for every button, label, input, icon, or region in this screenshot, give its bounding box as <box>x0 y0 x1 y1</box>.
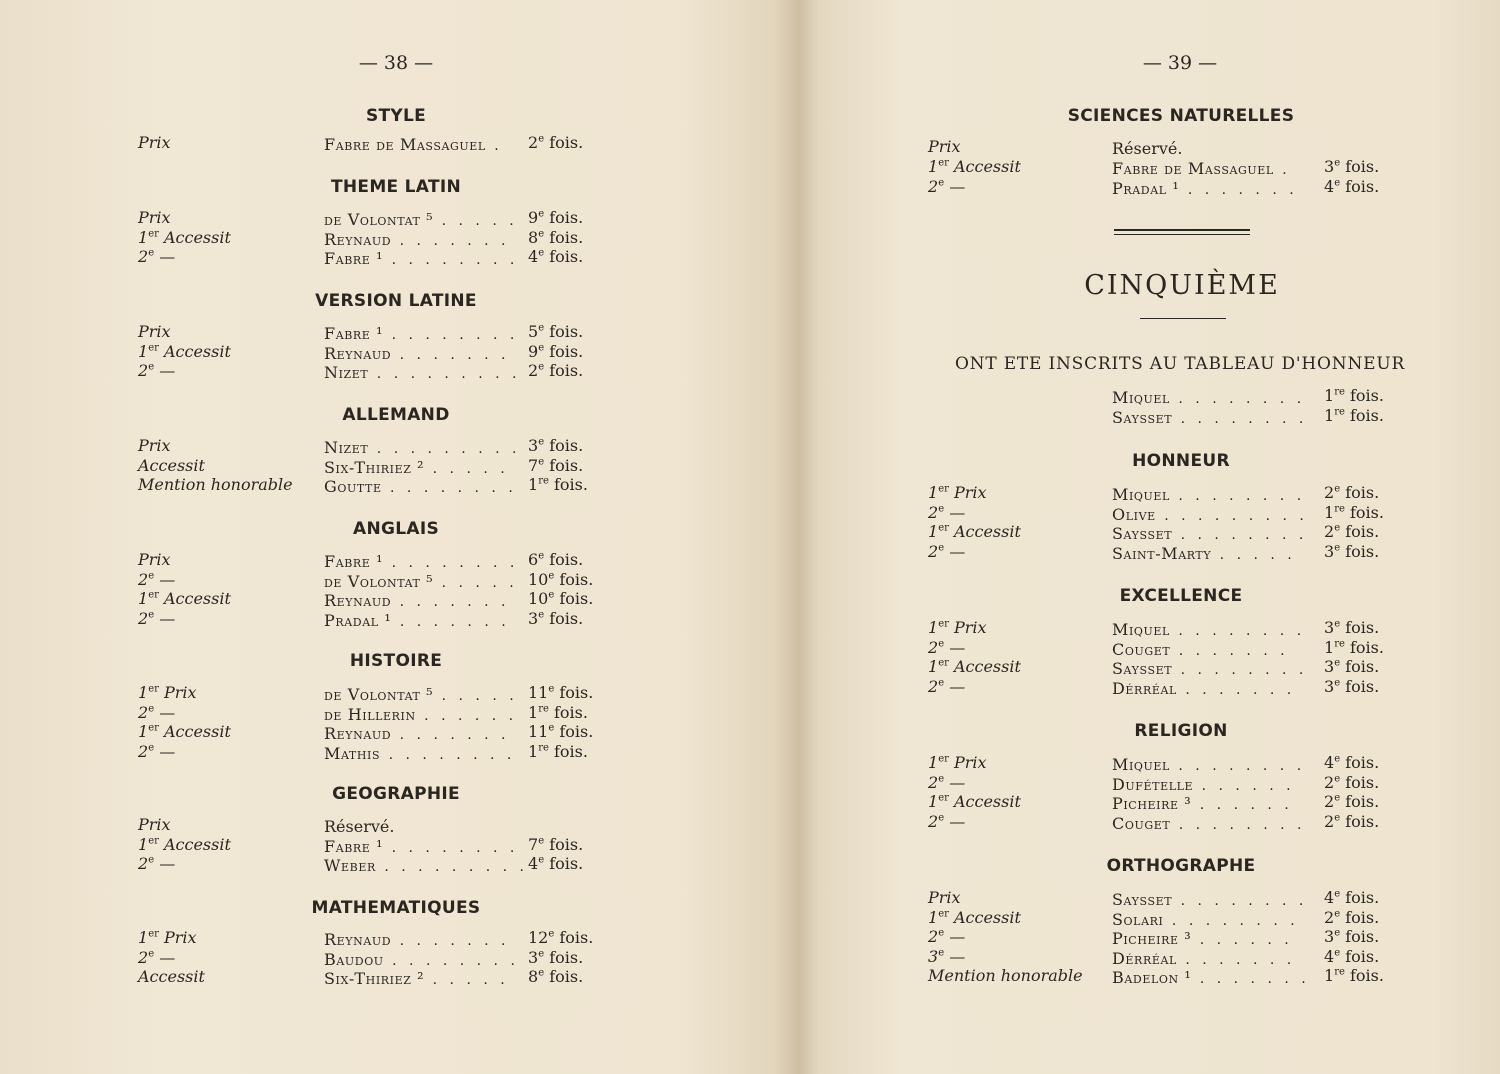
student-name-text: Six-Thiriez ² <box>324 969 425 989</box>
student-name <box>324 950 519 969</box>
award-rank: 1er Prix <box>138 683 197 702</box>
times-count: 9e fois. <box>528 341 584 361</box>
student-name-text: Reynaud <box>324 229 392 249</box>
leader-dots: . . . . . . . <box>1179 182 1298 198</box>
student-name <box>1112 524 1307 543</box>
student-name <box>1112 159 1291 178</box>
student-name <box>1112 775 1295 794</box>
leader-dots: . . . . . <box>433 213 518 229</box>
times-count: 2e fois. <box>1324 907 1380 927</box>
page-number: — 39 — <box>1142 52 1218 74</box>
times-count: 4e fois. <box>528 854 584 874</box>
leader-dots: . . . . . . . . <box>1172 411 1308 427</box>
student-name-text: Miquel <box>1112 388 1170 407</box>
leader-dots: . <box>485 138 503 154</box>
award-rank: Prix <box>928 137 961 156</box>
student-name-text: Picheire ³ <box>1112 929 1192 949</box>
double-rule-top <box>1114 229 1250 231</box>
student-name <box>324 969 509 988</box>
times-count: 1re fois. <box>1324 502 1384 522</box>
student-name <box>1112 794 1293 813</box>
student-name-text: Olive <box>1112 504 1156 524</box>
award-rank: 1er Accessit <box>928 657 1021 677</box>
leader-dots: . . . . . . <box>1191 932 1293 949</box>
student-name <box>324 477 517 496</box>
times-count: 2e fois. <box>1324 522 1380 542</box>
times-count: 2e fois. <box>1324 483 1380 502</box>
leader-dots: . . . . . . . <box>391 232 510 249</box>
student-name <box>324 724 510 743</box>
leader-dots: . . . . . . . . <box>1169 391 1306 407</box>
leader-dots: . . . . . . . . <box>1172 662 1308 679</box>
student-name-text: Réservé. <box>324 817 395 836</box>
times-count: 7e fois. <box>528 834 584 854</box>
times-count: 3e fois. <box>1324 657 1380 677</box>
times-count: 8e fois. <box>528 227 584 247</box>
student-name <box>1112 679 1295 698</box>
student-name-text: Fabre de Massaguel <box>324 135 486 154</box>
tableau-heading: ONT ETE INSCRITS AU TABLEAU D'HONNEUR <box>954 354 1406 374</box>
student-name-text: Picheire ³ <box>1112 794 1192 814</box>
leader-dots: . . . . . . . . <box>383 839 519 856</box>
award-rank: 2e — <box>928 541 966 561</box>
times-count: 1re fois. <box>1324 386 1384 405</box>
award-rank: 2e — <box>928 676 966 696</box>
leader-dots: . . . . . . . . <box>1172 527 1308 544</box>
student-name-text: Dérréal <box>1112 678 1177 698</box>
subject-heading: ALLEMAND <box>342 405 450 425</box>
leader-dots: . . . . . . . <box>1176 681 1296 698</box>
student-name <box>324 705 517 724</box>
award-rank: 2e — <box>138 702 176 722</box>
award-rank: 2e — <box>138 608 176 628</box>
times-count: 1re fois. <box>1324 966 1384 986</box>
award-rank: 1er Prix <box>928 618 987 637</box>
subject-heading: ORTHOGRAPHE <box>1106 856 1256 876</box>
student-name-text: de Volontat ⁵ <box>324 571 434 591</box>
leader-dots: . . . . . <box>1211 546 1296 563</box>
student-name-text: Dufételle <box>1112 774 1194 794</box>
student-name-text: Miquel <box>1112 485 1170 504</box>
subject-heading: MATHEMATIQUES <box>311 898 481 918</box>
times-count: 2e fois. <box>528 361 584 381</box>
times-count: 4e fois. <box>528 247 584 267</box>
award-rank: 2e — <box>928 637 966 657</box>
leader-dots: . . . . . . <box>415 707 518 724</box>
double-rule-bottom <box>1114 234 1250 235</box>
student-name-text: de Hillerin <box>324 704 416 724</box>
student-name <box>1112 485 1305 504</box>
times-count: 1re fois. <box>1324 637 1384 657</box>
subject-heading: HONNEUR <box>1132 451 1230 471</box>
times-count: 3e fois. <box>1324 618 1380 637</box>
student-name <box>324 856 528 875</box>
times-count: 4e fois. <box>1324 946 1380 966</box>
student-name-text: Six-Thiriez ² <box>324 457 425 477</box>
times-count: 12e fois. <box>528 928 594 947</box>
student-name <box>324 817 394 836</box>
award-rank: 2e — <box>138 569 176 589</box>
leader-dots: . . . . . . . . <box>381 480 517 497</box>
student-name-text: Fabre de Massaguel <box>1112 159 1274 178</box>
leader-dots: . . . . . . . . <box>380 746 516 763</box>
page-number: — 38 — <box>358 52 434 74</box>
student-name <box>1112 505 1308 524</box>
award-rank: 1er Prix <box>138 928 197 947</box>
leader-dots: . . . . . . . <box>391 933 510 949</box>
award-rank: 2e — <box>138 247 176 267</box>
award-rank: 1er Accessit <box>928 522 1021 542</box>
student-name-text: Goutte <box>324 477 382 497</box>
award-rank: 1er Accessit <box>928 792 1021 812</box>
times-count: 1re fois. <box>1324 406 1384 425</box>
student-name <box>324 611 510 630</box>
student-name-text: Saysset <box>1112 524 1173 544</box>
award-rank: 1er Prix <box>928 753 987 772</box>
times-count: 1re fois. <box>528 702 588 722</box>
award-rank: Prix <box>138 436 171 455</box>
student-name-text: Mathis <box>324 743 381 763</box>
times-count: 2e fois. <box>1324 792 1380 812</box>
award-rank: 1er Accessit <box>138 589 231 609</box>
student-name-text: Reynaud <box>324 724 392 744</box>
student-name-text: Fabre ¹ <box>324 249 384 269</box>
leader-dots: . . . . . . . . <box>1169 623 1306 639</box>
leader-dots: . . . . . . . . <box>1163 912 1299 929</box>
student-name <box>324 552 518 571</box>
student-name <box>1112 620 1305 639</box>
student-name <box>324 572 518 591</box>
student-name <box>1112 814 1306 833</box>
student-name <box>324 135 503 154</box>
student-name <box>1112 659 1307 678</box>
award-rank: 1er Accessit <box>928 907 1021 927</box>
times-count: 4e fois. <box>1324 177 1380 196</box>
subject-heading: GEOGRAPHIE <box>332 784 460 804</box>
award-rank: Prix <box>138 815 171 834</box>
award-rank: 1er Accessit <box>138 227 231 247</box>
award-rank: 2e — <box>928 502 966 522</box>
award-rank: 2e — <box>928 811 966 831</box>
times-count: 5e fois. <box>528 322 584 341</box>
award-rank: 2e — <box>138 741 176 761</box>
leader-dots: . . . . . . . <box>391 346 510 363</box>
award-rank: 2e — <box>928 177 966 196</box>
student-name <box>324 363 520 382</box>
times-count: 9e fois. <box>528 208 584 227</box>
title-underline <box>1140 318 1226 319</box>
leader-dots: . . . . . . . <box>391 594 510 611</box>
leader-dots: . . . . . <box>433 574 518 591</box>
award-rank: 1er Prix <box>928 483 987 502</box>
student-name <box>1112 890 1307 909</box>
award-rank: Prix <box>138 133 171 152</box>
times-count: 6e fois. <box>528 550 584 569</box>
student-name <box>324 438 520 457</box>
subject-heading: STYLE <box>365 106 427 126</box>
student-name-text: Miquel <box>1112 755 1170 774</box>
award-rank: Prix <box>138 208 171 227</box>
subject-heading: THEME LATIN <box>330 177 462 197</box>
student-name <box>1112 640 1289 659</box>
student-name-text: Pradal ¹ <box>1112 179 1180 198</box>
student-name <box>1112 929 1293 948</box>
student-name <box>324 344 510 363</box>
leader-dots: . . . . . <box>424 972 509 989</box>
times-count: 1re fois. <box>528 741 588 761</box>
times-count: 3e fois. <box>528 608 584 628</box>
leader-dots: . . . . . . . <box>1170 642 1289 659</box>
subject-heading: HISTOIRE <box>349 651 443 671</box>
leader-dots: . . . . . . <box>1193 777 1295 794</box>
leader-dots: . . . . . . . . <box>383 327 519 343</box>
student-name <box>1112 968 1310 987</box>
student-name-text: Reynaud <box>324 343 392 363</box>
subject-heading: EXCELLENCE <box>1119 586 1243 606</box>
subject-heading: RELIGION <box>1134 721 1228 741</box>
student-name <box>1112 179 1298 198</box>
times-count: 1re fois. <box>528 475 588 495</box>
leader-dots: . . . . . . <box>1191 797 1293 814</box>
student-name <box>324 458 509 477</box>
student-name-text: Reynaud <box>324 591 392 611</box>
award-rank: 1er Accessit <box>138 834 231 854</box>
award-rank: 2e — <box>138 947 176 967</box>
award-rank: Prix <box>928 888 961 907</box>
award-rank: 3e — <box>928 946 966 966</box>
student-name-text: Nizet <box>324 438 369 457</box>
student-name <box>324 744 515 763</box>
leader-dots: . . . . . . . . . <box>375 859 528 876</box>
leader-dots: . . . . . . . . <box>383 952 519 969</box>
student-name <box>1112 755 1305 774</box>
student-name <box>1112 544 1296 563</box>
student-name-text: Saysset <box>1112 408 1173 427</box>
times-count: 10e fois. <box>528 569 594 589</box>
leader-dots: . . . . . . . . <box>383 555 519 571</box>
times-count: 3e fois. <box>1324 676 1380 696</box>
student-name-text: Couget <box>1112 639 1171 659</box>
leader-dots: . . . . . . . . . <box>368 366 521 383</box>
times-count: 4e fois. <box>1324 753 1380 772</box>
student-name-text: Saysset <box>1112 659 1173 679</box>
leader-dots: . . . . . . . <box>1176 951 1296 968</box>
student-name-text: Miquel <box>1112 620 1170 639</box>
award-rank: 1er Accessit <box>928 157 1021 176</box>
leader-dots: . . . . . . . <box>1191 971 1310 988</box>
times-count: 8e fois. <box>528 967 584 987</box>
award-rank: Accessit <box>138 455 205 475</box>
student-name-text: Saysset <box>1112 890 1173 909</box>
student-name-text: Couget <box>1112 813 1171 833</box>
student-name-text: Nizet <box>324 363 369 383</box>
student-name-text: Badelon ¹ <box>1112 968 1192 988</box>
student-name-text: Fabre ¹ <box>324 552 384 571</box>
student-name <box>324 324 518 343</box>
student-name <box>324 591 510 610</box>
student-name-text: de Volontat ⁵ <box>324 685 434 704</box>
student-name <box>1112 139 1182 158</box>
award-rank: Mention honorable <box>138 475 293 495</box>
subject-heading: VERSION LATINE <box>315 291 477 311</box>
student-name-text: Saint-Marty <box>1112 543 1212 563</box>
leader-dots: . . . . . . . <box>391 613 510 630</box>
student-name <box>1112 949 1295 968</box>
student-name-text: Fabre ¹ <box>324 324 384 343</box>
student-name-text: Réservé. <box>1112 139 1183 158</box>
student-name <box>324 230 510 249</box>
leader-dots: . . . . . . . <box>391 727 510 744</box>
award-rank: 2e — <box>138 361 176 381</box>
award-rank: 1er Accessit <box>138 722 231 742</box>
student-name <box>324 249 518 268</box>
times-count: 4e fois. <box>1324 888 1380 907</box>
times-count: 2e fois. <box>1324 772 1380 792</box>
student-name <box>324 685 518 704</box>
student-name <box>324 837 518 856</box>
leader-dots: . . . . . . . . <box>1169 488 1306 504</box>
student-name-text: de Volontat ⁵ <box>324 210 434 229</box>
times-count: 11e fois. <box>528 722 594 742</box>
student-name-text: Pradal ¹ <box>324 610 392 630</box>
leader-dots: . . . . . . . . <box>1169 758 1306 774</box>
leader-dots: . . . . . <box>424 460 509 477</box>
times-count: 10e fois. <box>528 589 594 609</box>
award-rank: Accessit <box>138 967 205 987</box>
award-rank: 2e — <box>928 772 966 792</box>
student-name-text: Baudou <box>324 949 384 969</box>
times-count: 2e fois. <box>1324 811 1380 831</box>
times-count: 3e fois. <box>528 947 584 967</box>
student-name <box>324 930 510 949</box>
times-count: 3e fois. <box>1324 541 1380 561</box>
student-name-text: Dérréal <box>1112 948 1177 968</box>
times-count: 3e fois. <box>528 436 584 455</box>
subject-heading: ANGLAIS <box>353 519 439 539</box>
times-count: 3e fois. <box>1324 927 1380 947</box>
award-rank: 2e — <box>138 854 176 874</box>
times-count: 7e fois. <box>528 455 584 475</box>
leader-dots: . . . . . . . . <box>1170 816 1306 833</box>
student-name-text: Solari <box>1112 909 1164 929</box>
leader-dots: . <box>1273 162 1291 178</box>
award-rank: 1er Accessit <box>138 341 231 361</box>
student-name <box>324 210 518 229</box>
leader-dots: . . . . . . . . . <box>1155 507 1308 524</box>
leader-dots: . . . . . . . . . <box>368 441 521 457</box>
times-count: 3e fois. <box>1324 157 1380 176</box>
award-rank: 2e — <box>928 927 966 947</box>
subject-heading: SCIENCES NATURELLES <box>1067 106 1295 126</box>
student-name-text: Fabre ¹ <box>324 836 384 856</box>
award-rank: Prix <box>138 322 171 341</box>
class-title: CINQUIÈME <box>1084 270 1280 301</box>
leader-dots: . . . . . <box>433 688 518 704</box>
student-name-text: Reynaud <box>324 930 392 949</box>
student-name-text: Weber <box>324 856 376 876</box>
right-page <box>798 0 1500 1074</box>
award-rank: Prix <box>138 550 171 569</box>
award-rank: Mention honorable <box>928 966 1083 986</box>
student-name <box>1112 388 1305 407</box>
leader-dots: . . . . . . . . <box>1172 893 1308 909</box>
student-name <box>1112 910 1299 929</box>
student-name <box>1112 408 1307 427</box>
times-count: 11e fois. <box>528 683 594 702</box>
leader-dots: . . . . . . . . <box>383 252 519 269</box>
times-count: 2e fois. <box>528 133 584 152</box>
